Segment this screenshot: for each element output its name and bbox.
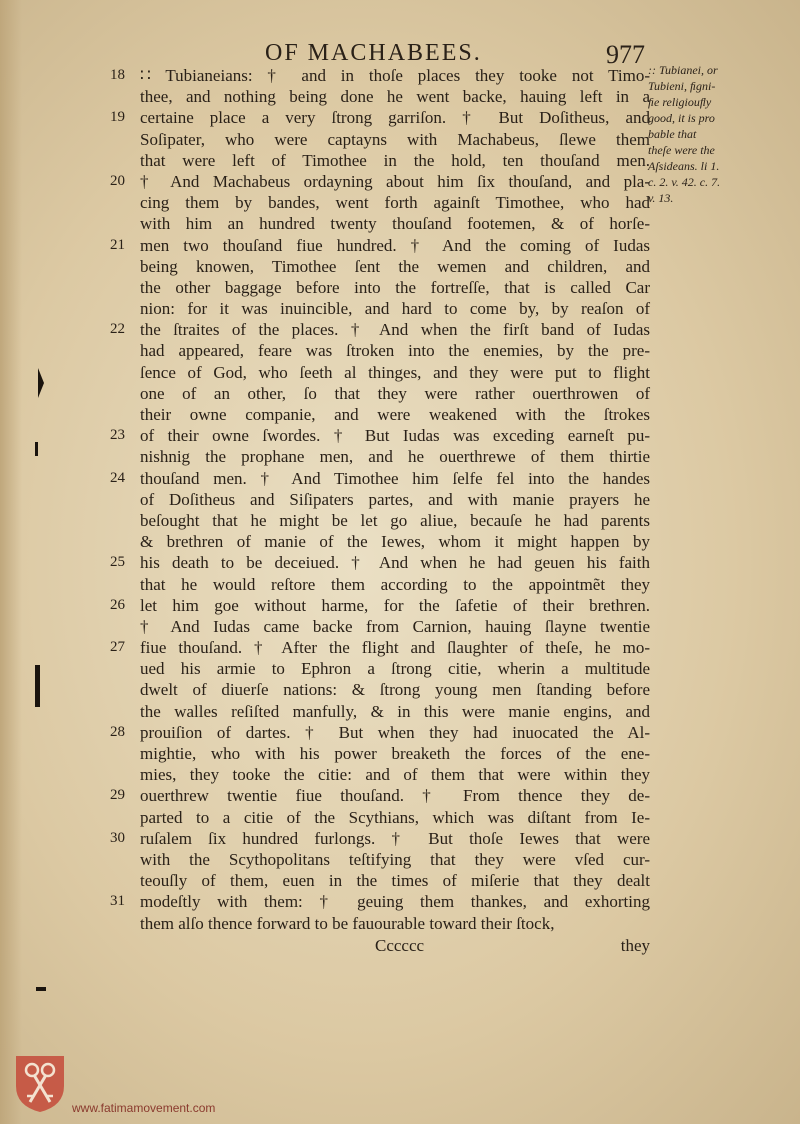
text-line	[110, 722, 650, 743]
line-text: of their owne ſwordes. † But Iudas was exceding earneſt pu-	[140, 426, 650, 446]
line-text: parted to a citie of the Scythians, which was diſtant from Ie-	[140, 807, 650, 827]
line-text: certaine place a very ſtrong garriſon. † But Doſitheus, and	[140, 108, 650, 128]
line-text: & brethren of manie of the Iewes, whom it might happen by	[140, 532, 650, 552]
verse-number: 30	[110, 829, 125, 846]
line-text: that he would reſtore them according to the appointmẽt they	[140, 574, 650, 594]
text-line	[110, 425, 650, 446]
margin-note-line: Aſsideans. li 1.	[648, 159, 720, 173]
text-line	[110, 404, 650, 425]
verse-number: 20	[110, 172, 125, 189]
line-text: ∷ Tubianeians: † and in thoſe places they tooke not Timo-	[140, 66, 650, 85]
text-line	[110, 849, 650, 870]
text-line	[110, 870, 650, 891]
line-text: that were left of Timothee in the hold, ten thouſand men.	[140, 150, 650, 170]
margin-note-line: ﬁe religiouﬂy	[648, 95, 712, 109]
text-line	[110, 298, 650, 319]
margin-note-line: bable that	[648, 127, 697, 141]
page-edge	[0, 0, 22, 1124]
text-line	[110, 637, 650, 658]
verse-number: 28	[110, 723, 125, 740]
line-text: let him goe without harme, for the ſafetie of their brethren.	[140, 595, 650, 615]
line-text: modeſtly with them: † geuing them thankes, and exhorting	[140, 892, 650, 912]
scan-mark	[38, 368, 44, 398]
verse-number: 19	[110, 109, 125, 126]
text-line	[110, 531, 650, 552]
line-text: the ſtraites of the places. † And when the firſt band of Iudas	[140, 320, 650, 340]
line-text: teouſly of them, euen in the times of miſerie that they dealt	[140, 871, 650, 891]
line-text: his death to be deceiued. † And when he had geuen his faith	[140, 553, 650, 573]
text-line	[110, 913, 650, 934]
text-line	[110, 468, 650, 489]
line-text: of Doſitheus and Siſipaters partes, and with manie prayers he	[140, 489, 650, 509]
text-line	[110, 107, 650, 128]
verse-number: 31	[110, 893, 125, 910]
text-line	[110, 595, 650, 616]
crossed-keys-logo-icon	[12, 1052, 68, 1114]
text-line	[110, 701, 650, 722]
text-line	[110, 277, 650, 298]
line-text: being knowen, Timothee ſent the wemen and children, and	[140, 256, 650, 276]
verse-number: 25	[110, 554, 125, 571]
line-text: the other baggage before into the fortreſſe, that is called Car	[140, 277, 650, 297]
text-line	[110, 891, 650, 912]
text-line	[110, 319, 650, 340]
line-text: dwelt of diuerſe nations: & ſtrong young men ſtanding before	[140, 680, 650, 700]
scan-mark	[36, 987, 46, 991]
verse-number: 27	[110, 639, 125, 656]
text-line	[110, 213, 650, 234]
text-line	[110, 764, 650, 785]
text-line	[110, 65, 650, 86]
line-text: one of an other, ſo that they were rather ouerthrowen of	[140, 383, 650, 403]
text-line	[110, 362, 650, 383]
line-text: thee, and nothing being done he went backe, hauing left in a	[140, 87, 650, 107]
margin-note-line: v. 13.	[648, 191, 674, 205]
text-line	[110, 552, 650, 573]
text-line	[110, 340, 650, 361]
line-text: them alſo thence forward to be fauourable toward their ſtock,	[140, 913, 555, 933]
text-line	[110, 828, 650, 849]
verse-number: 22	[110, 321, 125, 338]
line-text: had appeared, feare was ſtroken into the enemies, by the pre-	[140, 341, 650, 361]
line-text: nion: for it was inuincible, and hard to come by, by reaſon of	[140, 299, 650, 319]
line-text: mightie, who with his power breaketh the forces of the ene-	[140, 744, 650, 763]
signature-mark: Cccccc	[375, 935, 425, 955]
text-line	[110, 171, 650, 192]
verse-number: 24	[110, 469, 125, 486]
line-text: ſence of God, who ſeeth al thinges, and they were put to flight	[140, 362, 650, 382]
line-text: † And Machabeus ordayning about him ſix thouſand, and pla-	[140, 171, 650, 191]
text-line	[110, 383, 650, 404]
margin-note-line: theſe were the	[648, 143, 715, 157]
text-line	[110, 129, 650, 150]
line-text: Soſipater, who were captayns with Machabeus, ſlewe them	[140, 129, 650, 149]
text-line	[110, 256, 650, 277]
margin-note-line: good, it is pro	[648, 111, 715, 125]
line-text: cing them by bandes, went forth againſt Timothee, who had	[140, 193, 650, 213]
line-text: prouiſion of dartes. † But when they had inuocated the Al-	[140, 722, 650, 742]
verse-number: 26	[110, 596, 125, 613]
line-text: fiue thouſand. † After the flight and ſlaughter of theſe, he mo-	[140, 638, 650, 658]
margin-note-line: c. 2. v. 42. c. 7.	[648, 175, 721, 189]
verse-number: 23	[110, 427, 125, 444]
scan-mark	[35, 665, 40, 707]
text-line	[110, 679, 650, 700]
signature-row	[110, 936, 650, 962]
line-text: with him an hundred twenty thouſand footemen, & of horſe-	[140, 214, 650, 234]
line-text: the walles reſiſted manfully, & in this were manie engins, and	[140, 701, 650, 721]
verse-number: 29	[110, 787, 125, 804]
line-text: thouſand men. † And Timothee him ſelfe fel into the handes	[140, 468, 650, 488]
text-line	[110, 446, 650, 467]
text-line	[110, 616, 650, 637]
catchword: they	[620, 935, 650, 955]
text-line	[110, 658, 650, 679]
text-line	[110, 743, 650, 764]
watermark: www.fatimamovement.com	[72, 1101, 216, 1115]
line-text: men two thouſand fiue hundred. † And the coming of Iudas	[140, 235, 650, 255]
scan-mark	[35, 442, 38, 456]
verse-number: 18	[110, 67, 125, 83]
scripture-text-block	[110, 65, 650, 962]
line-text: † And Iudas came backe from Carnion, hauing ſlayne twentie	[140, 616, 650, 636]
margin-note-line: :: Tubianei, or	[648, 63, 718, 77]
text-line	[110, 807, 650, 828]
text-line	[110, 150, 650, 171]
text-line	[110, 489, 650, 510]
line-text: ued his armie to Ephron a ſtrong citie, wherin a multitude	[140, 659, 650, 679]
line-text: with the Scythopolitans teſtifying that they were vſed cur-	[140, 849, 650, 869]
margin-note	[648, 62, 766, 206]
text-line	[110, 86, 650, 107]
line-text: their owne companie, and were weakened with the ſtrokes	[140, 405, 650, 424]
text-line	[110, 192, 650, 213]
text-line	[110, 574, 650, 595]
line-text: ouerthrew twentie fiue thouſand. † From thence they de-	[140, 786, 650, 806]
text-line	[110, 785, 650, 806]
verse-number: 21	[110, 236, 125, 253]
line-text: beſought that he might be let go aliue, becauſe he had parents	[140, 510, 650, 530]
running-head-title: OF MACHABEES.	[265, 40, 482, 66]
line-text: nishnig the prophane men, and he ouerthrewe of them thirtie	[140, 447, 650, 467]
margin-note-line: Tubieni, ﬁgni-	[648, 79, 716, 93]
line-text: ruſalem ſix hundred furlongs. † But thoſe Iewes that were	[140, 828, 650, 848]
line-text: mies, they tooke the citie: and of them that were within they	[140, 765, 650, 785]
text-line	[110, 235, 650, 256]
page-number: 977	[606, 40, 645, 69]
text-line	[110, 510, 650, 531]
